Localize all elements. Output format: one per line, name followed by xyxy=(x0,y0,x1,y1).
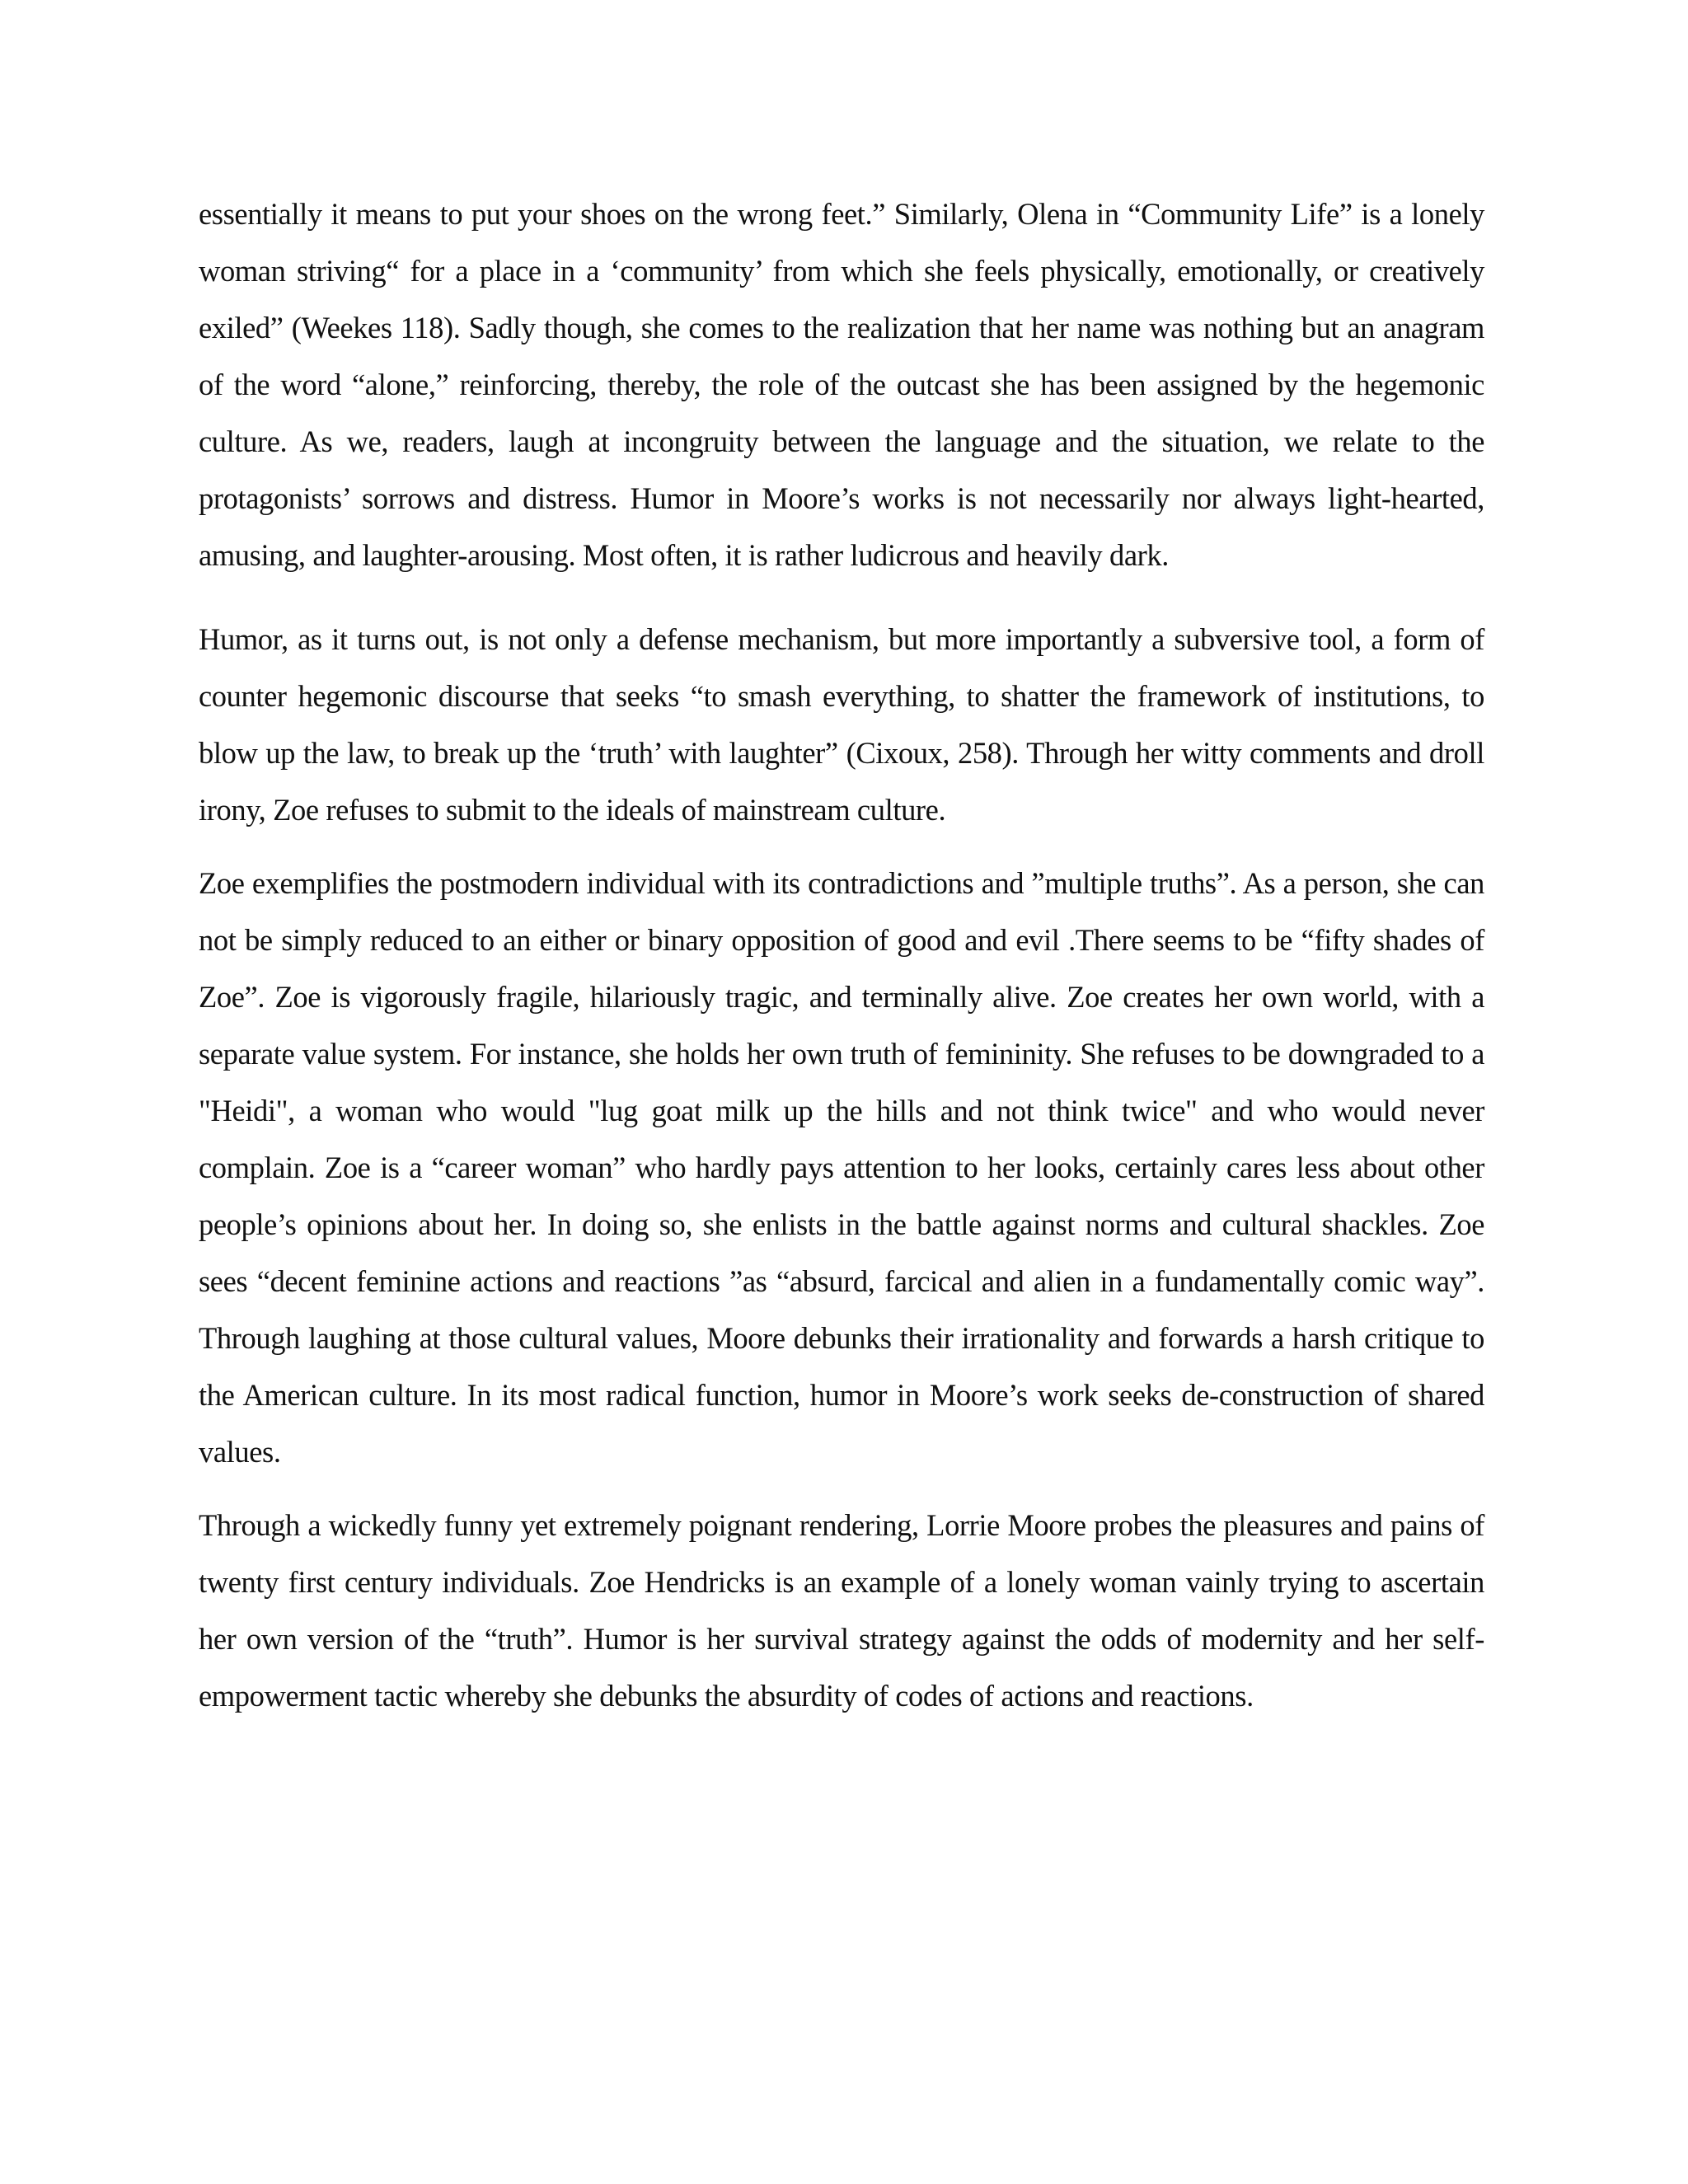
document-body xyxy=(199,185,1484,1724)
paragraph-2: Humor, as it turns out, is not only a defense mechanism, but more importantly a subversive tool, a form of counter hegemonic discourse that seeks “to smash everything, to shatter the framework of institutions, to blow up the law, to break up the ‘truth’ with laughter” (Cixoux, 258). Through her witty comments and droll irony, Zoe refuses to submit to the ideals of mainstream culture. xyxy=(199,622,1484,827)
paragraph-4: Through a wickedly funny yet extremely poignant rendering, Lorrie Moore probes the pleasures and pains of twenty first century individuals. Zoe Hendricks is an example of a lonely woman vainly trying to ascertain her own version of the “truth”. Humor is her survival strategy against the odds of modernity and her self-empowerment tactic whereby she debunks the absurdity of codes of actions and reactions. xyxy=(199,1508,1484,1713)
paragraph-1: essentially it means to put your shoes on the wrong feet.” Similarly, Olena in “Community Life” is a lonely woman striving“ for a place in a ‘community’ from which she feels physically, emotionally, or creatively exiled” (Weekes 118). Sadly though, she comes to the realization that her name was nothing but an anagram of the word “alone,” reinforcing, thereby, the role of the outcast she has been assigned by the hegemonic culture. As we, readers, laugh at incongruity between the language and the situation, we relate to the protagonists’ sorrows and distress. Humor in Moore’s works is not necessarily nor always light-hearted, amusing, and laughter-arousing. Most often, it is rather ludicrous and heavily dark. xyxy=(199,197,1484,572)
paragraph-3: Zoe exemplifies the postmodern individual with its contradictions and ”multiple truths”. As a person, she can not be simply reduced to an either or binary opposition of good and evil .There seems to be “fifty shades of Zoe”. Zoe is vigorously fragile, hilariously tragic, and terminally alive. Zoe creates her own world, with a separate value system. For instance, she holds her own truth of femininity. She refuses to be downgraded to a "Heidi", a woman who would "lug goat milk up the hills and not think twice" and who would never complain. Zoe is a “career woman” who hardly pays attention to her looks, certainly cares less about other people’s opinions about her. In doing so, she enlists in the battle against norms and cultural shackles. Zoe sees “decent feminine actions and reactions ”as “absurd, farcical and alien in a fundamentally comic way”. Through laughing at those cultural values, Moore debunks their irrationality and forwards a harsh critique to the American culture. In its most radical function, humor in Moore’s work seeks de-construction of shared values. xyxy=(199,866,1484,1469)
